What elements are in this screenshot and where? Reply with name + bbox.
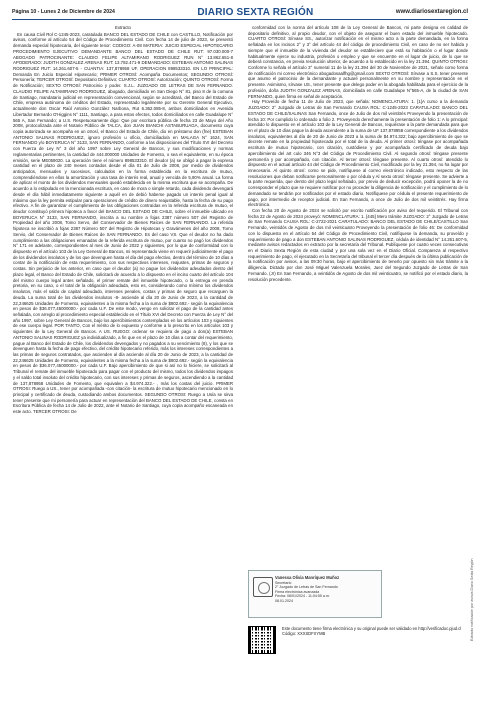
website-link[interactable]: www.diariosextaregion.cl [395,9,468,15]
signature-type: Firma electrónica avanzada [275,589,320,594]
side-tag: Extracto notificación por avisos Diario Sexta Región [470,558,474,642]
right-paragraph-2: Hay Proveído de fecha 11 de Julio de 2023, que señala: NOMENCLATURA: 1. [1]A curso a la demanda JUZGADO: 2° Juzgado de Letras de San Fernando CAUSA ROL: C-1245-2023 CARATULADO: BANCO DEL ESTADO DE CHILE/SALINAS San Fernando, once de Julio de dos mil veintitrés Proveyendo la presentación de fecha 10: Por cumplido lo ordenado a folio 2. Proveyendo derechamente la presentación de folio 1: A lo principal: atendido lo dispuesto en el artículo 103 de la Ley General de Bancos, requiérase a la parte demandada para que en el plazo de 10 días pague la deuda ascendente a la suma de UF 137,878958 correspondiente a los dividendos insolutos, equivalentes al día de 20 de Junio de 2023 a la suma de $4.974.322; bajo apercibimiento de que se decrete remate en la propiedad hipotecada por el total de la deuda. Al primer otrosí: téngase por acompañada escritura de mutuo hipotecario, con citación, custódiese y por acompañado certificado de deuda bajo apercibimiento del art culo 346 N°3 del Código de Procedimiento Civil. Al segundo otrosí: téngase presente personería y por acompañado, con citación. Al tercer otrosí: téngase presente. Al cuarto otrosí: atendido lo dispuesto en el actual artículo 44 del Código de Procedimiento Civil, modificado por la ley 21.394, no ha lugar por innecesario. Al quinto otrosí: como se pide, notifíquese al correo electrónico indicado, esto respecto de las resoluciones que deban notificarse personalmente o por cédula y Al sexto otrosí: téngase presente. Se advierte a la parte requerida, que dentro del plazo legal señalado, por previo de deducir excepción, podrá oponer la de no corresponder el plazo que se requiere notificar por no proceder la diligencia de notificación y el cumplimiento de lo demandado se tendrán por notificados por el estado diario. Notifíquese por cédula el presente requerimiento de pago, por intermedio de receptor judicial. En San Fernando, a once de Julio de dos mil veintitrés. Hay firma electrónica. [248,99,468,208]
verification-area [248,626,468,656]
signature-date: 08.01.2024 [275,598,293,603]
qr-code-icon[interactable] [248,626,276,654]
extract-title: Extracto [115,25,131,30]
page-date: Página 10 - Lunes 2 de Diciembre de 2024 [12,9,115,15]
signer-role: Secretario [275,580,292,585]
verification-text: Este documento tiene firma electrónica y su original puede ser validado en http://verificadoc.pjud.cl [282,626,462,631]
signer-court: 2° Juzgado de Letras de San Fernando [275,585,338,590]
verification-code: Código: XXXSDFXYMB [282,631,326,637]
right-column [248,25,468,563]
signer-name: Vanessa Olivia Manríquez Muñoz [275,575,340,580]
signature-seal-icon [253,577,273,597]
verification-text-block [282,626,462,637]
left-paragraph: En causa Civil Rol C-1245-2023, caratulada BANCO DEL ESTADO DE CHILE con CASTILLO, Notificación por avisos, conforme al artículo 54 del Código de Procedimiento Civil. Con fecha 14 de julio de 2023, se presentó demanda especial hipotecaria, del siguiente tenor: CODIGO: A-08 MATERIA: JUICIO ESPECIAL HIPOTECARIO PROCEDIMIENTO EJECUTIVO DEMANDANTE BANCO DEL ESTADO DE CHILE RUT: 97.030.000-7 ABOGADO PATROCINANTE: CLAUDIO FELIPE ALTAMIRANO RODRIGUEZ RUN N° 13.862.651-8 APODERADO: JUDITH GONZALEZ ARENAS RUT: 13.782.471-9 DEMANDADO: ESTEBAN ANTONIO SALINAS RODRIGUEZ RUT: 14.261.607-5 - CUANTIA: 137,878958 UF. OPERACION 898533310. EN LO PRINCIPAL: Demanda En Juicio Especial Hipotecario; PRIMER OTROSÍ: Acompaña Documentos; SEGUNDO OTROSÍ: Personería; TERCER OTROSÍ: Depositario Definitivo; CUARTO OTROSÍ: Autorización; QUINTO OTROSÍ: Forma de Notificación; SEXTO OTROSÍ: Patrocinio y poder. S.J.L. JUZGADO DE LETRAS DE SAN FERNANDO. CLAUDIO FELIPE ALTAMIRANO RODRIGUEZ, abogado, domiciliado en San Diego N° 81, piso 8 de la comuna de Santiago, mandatario judicial en representación convencional, según se acreditará, del Banco del Estado de Chile, empresa autónoma de créditos del Estado, representado legalmente por su Gerente General Ejecutivo, actualmente don Oscar Raúl Antonio González Narbona, Rut 6.362.085-8, ambos domiciliados en Avenida Libertador Bernardo O'Higgins N° 1111, Santiago, a para estos efectos, todos domiciliados en calle Guadalupe N° 565 A, San Fernando; a U.S. Respetuosamente digo: Que por escritura pública de fecha 23 de Mayo del Año 2008, protocolizada ante el Notario Público de TALCA, don JUAN BIANCHI ASTABURUAGA, documento cuya copia autorizada se acompaña en un otrosí, el Banco del Estado de Chile, dio en préstamo don (fne) ESTEBAN ANTONIO SALINAS RODRIGUEZ, ignoro profesión u oficio, domiciliado/a en MALAGA N° 1624, SAN FERNANDO y/o BOYERUCA N° 3133, SAN FERNANDO, conforme a las disposiciones del Título XVI del Decreto con Fuerza de Ley N° 3 del año 1997 sobre Ley General de Bancos, y sus modificaciones y normas reglamentarias pertinentes, la cantidad de 444.000000 Unidades de Fomento, o sea el equivalente, en su época emisión, serie ME059020. La operación tiene el número 898533310. El deudor (a) se obligó a pagar la expresa cantidad en el plazo de 240 meses contados desde el día 01 de Julio de 2008, por medio de dividendos anticipados, mensuales y sucesivos, calculados en la forma establecida en la escritura de mutuo, comprendiéndose en ellos la amortización y una tasa de interés real, anual y vencida de 5,90% anual. La forma de aplicar el monto de los dividendos mensuales quedó establecida en la misma escritura que se acompaña. De acuerdo a lo estipulado en la mencionada escritura, en caso de mora o simple retardo, cada dividendo devengará desde el día hábil inmediatamente siguiente a aquél en de debió haberse pagado un interés penal igual al máximo que la ley permita estipular para operaciones de crédito de dinero reajustable, hasta la fecha de su pago efectivo. A fin de garantizar el cumplimiento de las obligaciones contraídas en la referida escritura de mutuo, el deudor constituyó primera hipoteca a favor del BANCO DEL ESTADO DE CHILE, sobre el inmueble ubicado en BOYERUCA N° 3133, SAN FERNANDO, inscrita a su nombre a fojas 2387 número 507 del Registro de Propiedad del año 2008, Tomo Servo, del Conservador de Bienes Raíces de SAN FERNANDO. La referida hipoteca se inscribió a fojas 2387 Número 507 del Registro de Hipotecas y Gravámenes del año 2008, Tomo Servio, del Conservador de Bienes Raíces de SAN FERNANDO. Es del caso VS. Que el deudor no ha dado cumplimiento a las obligaciones emanadas de la referida escritura de mutuo, por cuanto no pagó los dividendos N° 171 en adelante, correspondientes al mes de Junio de 2022 y siguientes, por lo que de conformidad con lo dispuesto en el artículo 103 de la Ley General de Bancos, mi representado viene en requerir judicialmente el pago de los dividendos insolutos y de los que devenguen hasta el día del pago efectivo, dentro del término de 10 días a contar de la notificación de esta requerimiento, con sus respectivos intereses, reajustes, primas de seguros y costas. Sin perjuicio de los anterior, en caso que el deudor (a) no pague los dividendos adeudados dentro del plazo legal, el Banco del Estado de Chile, solicitará de acuerdo a lo dispuesto en el inciso cuarto del artículo 104 del mismo cuerpo legal antes señalado, el primer remate del inmueble hipotecado, o la entrega en prenda pretoria, en su caso, o el total de la obligación adeudada, esto es, considerando como mínimo los dividendos insolutos, más el saldo de capital adeudado, intereses penales, costas y primas de seguro que recarguen la deuda. La suma total de los dividendos insolutos -8- asciende al día 20 de Junio de 2023, a la cantidad de 22,246625 Unidades de Fomento, equivalentes a la misma fecha a la suma de $802.692.- según la equivalencia en pesos de $36.077,45000000.- por cada U.F. De este modo, vengo en solicitar el pago de la cantidad antes señalada, con arreglo al procedimiento especial establecido en el Título XVI del Decreto con Fuerza de Ley N° del año 1997, sobre Ley General de Bancos, bajo los apercibimientos contemplados en los artículos 103 y siguientes de ese cuerpo legal. POR TANTO, Con el mérito de lo expuesto y conforme a lo prescrito en los artículos 103 y siguientes de la Ley General de Bancos. A US. RUEGO: ordenar se requiera de pago a don(a) ESTEBAN ANTONIO SALINAS RODRIGUEZ ya individualizado, a fin que en el plazo de 10 días a contar del requerimiento, pague al Banco del Estado de Chile, los dividendos devengados y no pagados a su vencimiento (8), y los que se devenguen hasta la fecha de pago efectivo, del crédito hipotecario referido, más los intereses correspondientes a las primas de seguros contratados, que ascienden al día asciende al día 20 de Junio de 2023, a la cantidad de 22,246625 Unidades de Fomento, equivalentes a la misma fecha a la suma de $802.692.- según la equivalencia en pesos de $36.077,45000000.- por cada U.F. Bajo apercibimiento de que si así no lo hiciere, se solicitará al Tribunal el remate del inmueble hipotecado para pagar con el producto del mismo, todos los dividendos impagos y el saldo total insoluto del crédito hipotecario, con sus intereses y primas de seguros, ascendiendo a la cantidad de 137,878958 Unidades de Fomento, que equivalen a $4.974.322.- , más los costas del juicio. PRIMER OTROSI: Ruego a US., tener por acompañada -con citación- la escritura de mutuo hipotecario mencionado en lo principal y certificado de deuda, custodiando ambos documentos. SEGUNDO OTROSI: Ruego a Usía se sirva tener presente que mi personería para actuar en representación del BANCO DEL ESTADO DE CHILE, consta en Escritura Pública de fecha 14 de Julio de 2022, ante el Notario de Santiago, cuya copia acompaño escaneada en este acto. TERCER OTROSI: De [13,31,233,415]
signature-detail: Fecha: 08/01/2024 - 11:04:55 a.m. [275,594,330,599]
page-header [12,5,468,20]
signature-text [275,576,377,604]
right-paragraph-1: conformidad con la norma del artículo 108 de la Ley General de Bancos, mi parte designa en calidad de depositario definitivo, al propio deudor, con el objeto de asegurar el buen estado del inmueble hipotecado. CUARTO OTROSÍ: Sírvase SS., autorizar notificación en el mismo acto a la parte demandada, en la forma señalada en los incisos 2° y 3° del artículo 44 del código de procedimiento Civil, en caso de no ser habida y siempre que el inmueble de la vivienda del deudor se estableciere que está su habitación o el lugar donde habitualmente ejerce su industria, profesión o empleo y que se encuentre en el lugar de juicio, de lo que se deberá constancia, en previa resolución ulterior, de acuerdo a lo establecido en la ley 21.394. QUINTO OTROSI: Conforme lo señala el artículo 3° numeral 11 de la ley 21.394 del 30 de Noviembre de 2021, señalo como forma de notificación mi correo electrónico abogadosaalfhg@gmail.com SEXTO OTROSÍ: Sírvase a S.S. tener presente que asumo el patrocinio de la demandante y actuaré personalmente en su nombre y representación en el presente. Asimismo, sírvase US., tener presente que delego poder en la abogada habilitada para el ejercicio de la profesión, doña JUDITH GONZALEZ ARENAS, domiciliada en calle Guadalupe N°565-A, de la ciudad de SAN FERNANDO, quien firma en señal de aceptación. [248,25,468,99]
left-column [13,25,233,705]
electronic-signature-box [248,570,382,618]
right-paragraph-3: Con fecha 20 de Agosto de 2024 se solicitó por escrito notificación por aviso del requerido. El Tribunal con fecha 22 de Agosto de 2024 proveyó: NOMENCLATURA: 1. [445] Mero trámite JUZGADO: 2° Juzgado de Letras de San Fernando CAUSA ROL: C-2722-2021 CARATULADO: BANCO DEL ESTADO DE CHILE/CASTILLO San Fernando, veintidós de Agosto de dos mil veinticuatro Proveyendo la presentación de folio 46: De conformidad con lo dispuesto en el artículo 54 del Código de Procedimiento Civil, notifíquese la demanda, su proveído y requerimiento de pago a don ESTEBAN ANTONIO SALINAS RODRIGUEZ, cédula de identidad N° 14.261.607-5, mediante avisos redactados en extracto por la secretaría del Tribunal. Publíquese por cuatro veces consecutivas en el Diario Sexta Región de esta ciudad y por una sola vez en el Diario Oficial. Compareza al respectivo requerimiento de pago, el ejecutado en la Secretaría del tribunal el tercer día después de la última publicación de la notificación por avisos, a las 09:30 horas, bajo el apercibimiento de tenerlo por opuesto sin más trámite a la diligencia. Dictado por don José Miguel Valenzuela Morales, Juez del Segundo Juzgado de Letras de San Fernando. (Jr) En San Fernando, a veintidós de Agosto de dos mil veinticuatro, se notificó por el estado diario, la resolución precedente. [248,208,468,282]
newspaper-brand: DIARIO SEXTA REGIÓN [197,6,314,18]
